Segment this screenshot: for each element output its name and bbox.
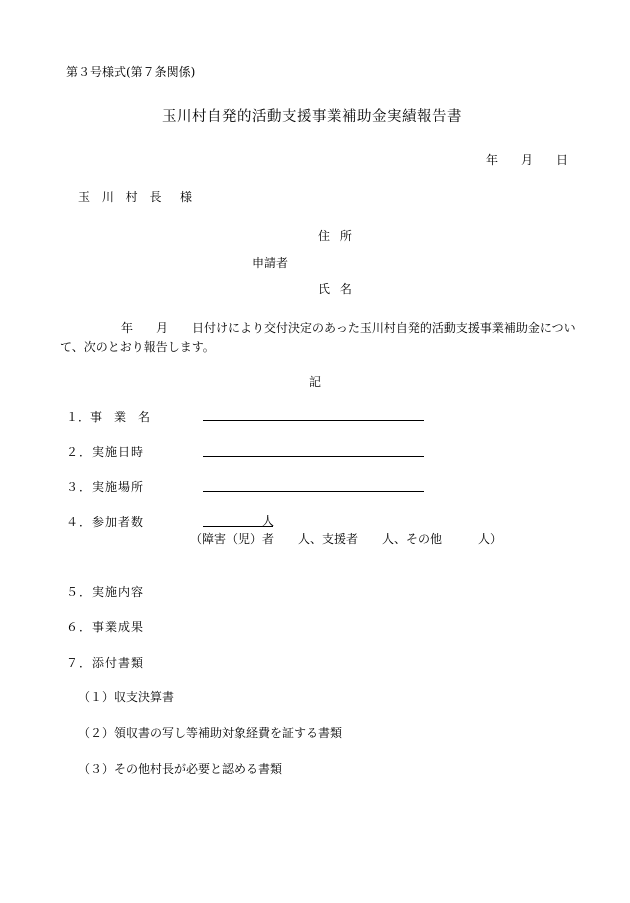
item-date-time-label: ２．実施日時 [66, 445, 145, 459]
attachment-item: （３）その他村長が必要と認める書類 [78, 762, 283, 776]
location-line [203, 491, 424, 492]
attachment-item: （２）領収書の写し等補助対象経費を証する書類 [78, 726, 343, 740]
item-results-label: ６．事業成果 [66, 620, 145, 634]
item-project-name-label: １．事 業 名 [66, 410, 151, 424]
document-title: 玉川村自発的活動支援事業補助金実績報告書 [162, 109, 462, 125]
item-participants-label: ４．参加者数 [66, 515, 145, 529]
body-month: 月 [156, 321, 169, 335]
addressee-name: 玉 川 村 長 [78, 190, 166, 204]
participants-unit: 人 [262, 514, 275, 528]
date-month-label: 月 [521, 153, 534, 167]
project-name-line [203, 420, 424, 421]
body-line1: 日付けにより交付決定のあった玉川村自発的活動支援事業補助金につい [192, 321, 576, 335]
item-attachments-label: ７．添付書類 [66, 656, 145, 670]
ki-label: 記 [309, 375, 322, 389]
form-number: 第３号様式(第７条関係) [66, 65, 196, 79]
body-line2: て、次のとおり報告します。 [60, 340, 215, 354]
date-day-label: 日 [556, 153, 569, 167]
applicant-label: 申請者 [252, 256, 289, 270]
attachment-item: （１）収支決算書 [78, 690, 175, 704]
date-time-line [203, 456, 424, 457]
addressee-honorific: 様 [180, 190, 193, 204]
body-year: 年 [121, 321, 134, 335]
applicant-address-label: 住 所 [318, 229, 355, 243]
applicant-name-label: 氏 名 [318, 282, 355, 296]
participants-breakdown: （障害（児）者 人、支援者 人、その他 人） [190, 532, 503, 546]
date-year-label: 年 [486, 153, 499, 167]
item-location-label: ３．実施場所 [66, 480, 145, 494]
item-content-label: ５．実施内容 [66, 585, 145, 599]
